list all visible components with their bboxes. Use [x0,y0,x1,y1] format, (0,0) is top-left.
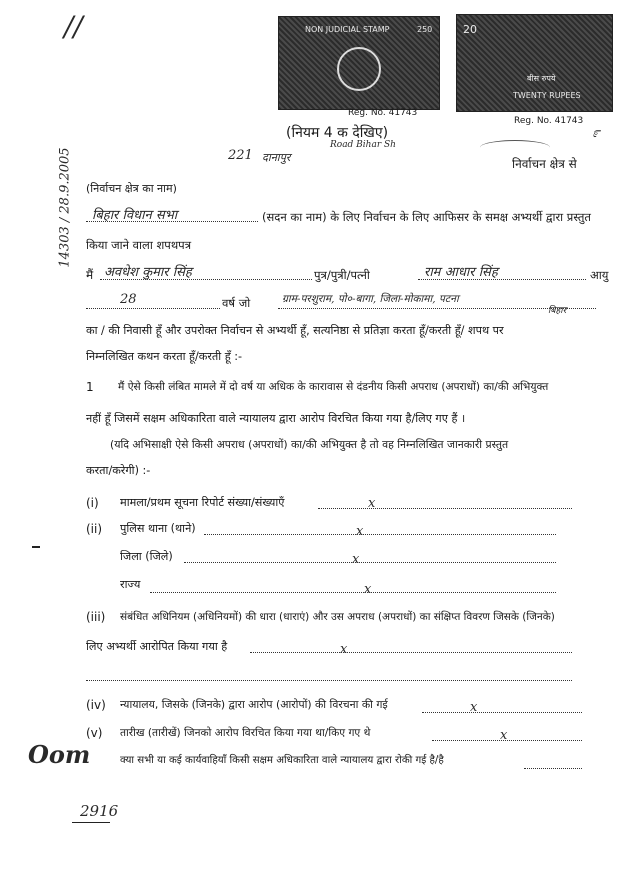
line5: निम्नलिखित कथन करता हूँ/करती हूँ :- [86,350,243,363]
sub-iii-x: x [340,642,348,657]
address-value2: बिहार [548,306,567,316]
stamp-right-label: बीस रुपये [527,74,556,83]
stamp-left-value: 250 [417,25,433,34]
sub-iii-line1: संबंधित अधिनियम (अधिनियमों) की धारा (धाराएं) और उस अपराध (अपराधों) का संक्षिप्त विवरण जिसके (जिनके) [120,611,555,623]
line2: किया जाने वाला शपथपत्र [86,238,192,252]
sub-iii-line2: लिए अभ्यर्थी आरोपित किया गया है [86,640,228,653]
seal-mark: ೯ [592,125,600,141]
page-note-underline [72,822,110,823]
sub-ii-state-x: x [364,582,372,597]
reg-no-left: Reg. No. 41743 [348,108,418,118]
cond-line2: करता/करेगी) :- [86,464,151,477]
age-dots [86,308,220,309]
sub-ii-district-dots [184,562,556,563]
stamp-right-bottom: TWENTY RUPEES [513,91,581,100]
sub-iv-label: न्यायालय, जिसके (जिनके) द्वारा आरोप (आरोपों) की विरचना की गई [120,698,388,711]
constituency-value: बिहार विधान सभा [92,208,178,223]
name-prefix: मैं [86,268,94,282]
sub-iii-dots [250,652,572,653]
stamp-right-value: 20 [463,23,477,36]
sub-i-label: मामला/प्रथम सूचना रिपोर्ट संख्या/संख्याएँ [120,496,285,509]
sub-iii-num: (iii) [86,610,106,624]
sub-ii-district-x: x [352,552,360,567]
sub-ii-num: (ii) [86,522,103,536]
line4: का / की निवासी हूँ और उपरोक्त निर्वाचन से अभ्यर्थी हूँ, सत्यनिष्ठा से प्रतिज्ञा करता हूँ/करती हूँ/ शपथ पर [86,324,504,337]
cond-line1: (यदि अभिसाक्षी ऐसे किसी अपराध (अपराधों) का/की अभियुक्त है तो वह निम्नलिखित जानकारी प्रस्तुत [110,438,509,451]
item1-line2: नहीं हूँ जिसमें सक्षम अधिकारिता वाले न्यायालय द्वारा आरोप विरचित किया गया है/लिए गए हैं । [86,412,466,425]
stamp-seal-text: Road Bihar Sh [330,140,396,150]
reg-no-right: Reg. No. 41743 [514,116,584,126]
address-value: ग्राम-परशुराम, पो०-बागा, जिला-मोकामा, पटना [282,293,459,305]
item1-num: 1 [86,380,94,394]
seal-right [480,140,550,155]
hand-sign: दानापुर [262,151,291,164]
sub-ii-police-x: x [356,524,364,539]
right-label: निर्वाचन क्षेत्र से [512,157,577,171]
sub-iv-num: (iv) [86,698,106,712]
margin-serial: 14303 / 28.9.2005 [57,147,73,268]
stamp-left-top: NON JUDICIAL STAMP [305,25,390,34]
sub-ii-state: राज्य [120,578,141,591]
age-label: आयु [590,268,609,282]
name-dots [100,279,312,280]
sub-ii-police: पुलिस थाना (थाने) [120,522,196,535]
margin-slash: // [64,10,83,43]
item1-line1: मैं ऐसे किसी लंबित मामले में दो वर्ष या अधिक के कारावास से दंडनीय किसी अपराध (अपराधों) का/की अभियुक्त [118,381,549,393]
name-value: अवधेश कुमार सिंह [104,265,192,280]
father-value: राम आधार सिंह [424,265,498,280]
years-label: वर्ष जो [222,296,251,310]
sub-vi-label: क्या सभी या कई कार्यवाहियाँ किसी सक्षम अधिकारिता वाले न्यायालय द्वारा रोकी गई है/है [120,755,444,766]
line1-rest: (सदन का नाम) के लिए निर्वाचन के लिए आफिसर के समक्ष अभ्यर्थी द्वारा प्रस्तुत [262,210,591,224]
constituency-label: (निर्वाचन क्षेत्र का नाम) [86,182,177,195]
rule-title: (नियम 4 क देखिए) [286,125,389,141]
hand-number: 221 [228,148,253,163]
margin-tick [32,546,40,548]
sub-i-dots [318,508,572,509]
sub-ii-police-dots [204,534,556,535]
father-dots [418,279,586,280]
sub-ii-district: जिला (जिले) [120,550,173,563]
sub-ii-state-dots [150,592,556,593]
stamp-left [278,16,440,110]
emblem-icon [337,47,381,91]
sub-iv-x: x [470,700,478,715]
sub-i-num: (i) [86,496,99,510]
sub-iv-dots [422,712,582,713]
sub-v-num: (v) [86,726,103,740]
sub-v-label: तारीख (तारीखें) जिनको आरोप विरचित किया गया था/किए गए थे [120,727,371,739]
son-of: पुत्र/पुत्री/पत्नी [314,268,370,282]
age-value: 28 [120,292,137,307]
stamp-right [456,14,613,112]
sub-vi-dots [524,768,582,769]
signature: Oom [28,740,91,769]
page-note: 2916 [80,802,119,820]
sub-i-x: x [368,496,376,511]
sub-iii-dots2 [86,680,572,681]
constituency-dots [86,221,258,222]
sub-v-x: x [500,728,508,743]
